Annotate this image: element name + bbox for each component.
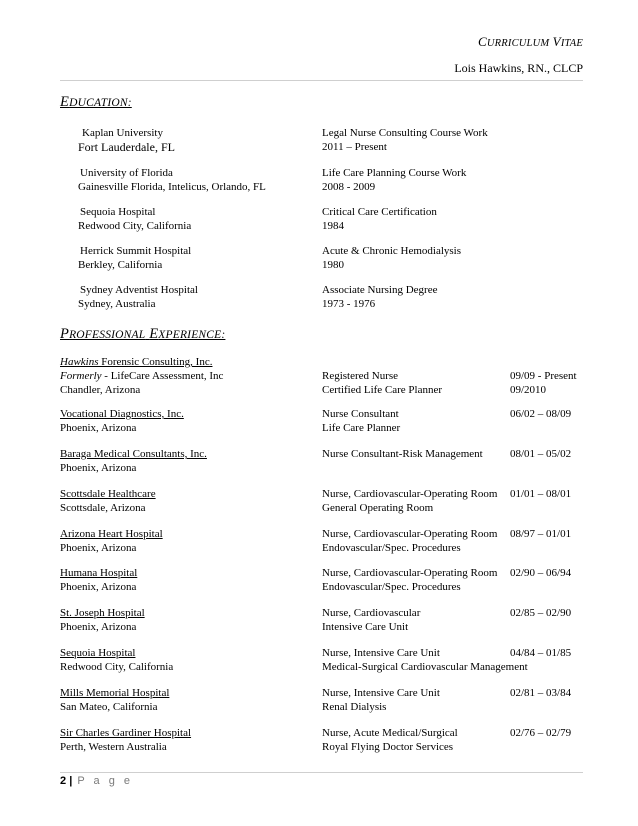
job-title: Nurse Consultant (322, 408, 399, 420)
job-title-secondary: Medical-Surgical Cardiovascular Management (322, 661, 528, 673)
education-years: 2008 - 2009 (322, 181, 376, 193)
employment-dates: 02/76 – 02/79 (510, 727, 572, 739)
job-title-secondary: Endovascular/Spec. Procedures (322, 542, 461, 554)
education-program: Acute & Chronic Hemodialysis (322, 245, 462, 257)
employer-name: Mills Memorial Hospital (60, 687, 170, 699)
job-title: Nurse, Cardiovascular-Operating Room (322, 567, 498, 579)
employer-name: Humana Hospital (60, 567, 138, 579)
experience-heading: PROFESSIONAL EXPERIENCE: (60, 326, 226, 342)
page-number: 2 (60, 775, 67, 787)
job-title-secondary: Endovascular/Spec. Procedures (322, 581, 461, 593)
employer-name: Sir Charles Gardiner Hospital (60, 727, 192, 739)
job-title: Nurse, Cardiovascular-Operating Room (322, 488, 498, 500)
education-program: Associate Nursing Degree (322, 284, 438, 296)
job-title-secondary: Certified Life Care Planner (322, 384, 443, 396)
education-school: Sequoia Hospital (80, 206, 156, 218)
page-footer (60, 775, 133, 787)
job-title-secondary: Renal Dialysis (322, 701, 387, 713)
education-location: Redwood City, California (78, 220, 192, 232)
footer-divider (60, 772, 583, 773)
employment-dates: 08/01 – 05/02 (510, 448, 572, 460)
employer-name: Sequoia Hospital (60, 647, 136, 659)
employer-location: Phoenix, Arizona (60, 542, 137, 554)
employer-name: Arizona Heart Hospital (60, 528, 163, 540)
employer-former-name: Formerly - LifeCare Assessment, Inc (60, 370, 224, 382)
job-title-secondary: Life Care Planner (322, 422, 401, 434)
employment-dates: 09/09 - Present (510, 370, 577, 382)
employment-dates: 04/84 – 01/85 (510, 647, 572, 659)
employment-dates: 06/02 – 08/09 (510, 408, 572, 420)
employer-name: St. Joseph Hospital (60, 607, 145, 619)
job-title: Nurse, Cardiovascular-Operating Room (322, 528, 498, 540)
page-label: P a g e (77, 775, 133, 787)
employer-location: Phoenix, Arizona (60, 621, 137, 633)
employment-dates: 02/81 – 03/84 (510, 687, 572, 699)
job-title-secondary: Intensive Care Unit (322, 621, 409, 633)
employer-location: San Mateo, California (60, 701, 158, 713)
employment-dates: 01/01 – 08/01 (510, 488, 572, 500)
employer-location: Phoenix, Arizona (60, 462, 137, 474)
employer-location: Phoenix, Arizona (60, 422, 137, 434)
education-school: Herrick Summit Hospital (80, 245, 192, 257)
employment-dates: 02/85 – 02/90 (510, 607, 572, 619)
job-title-secondary: Royal Flying Doctor Services (322, 741, 454, 753)
employer-location: Redwood City, California (60, 661, 174, 673)
education-location: Sydney, Australia (78, 298, 156, 310)
education-location: Berkley, California (78, 259, 163, 271)
footer-separator: | (69, 775, 73, 787)
education-school: Kaplan University (82, 127, 163, 139)
education-program: Legal Nurse Consulting Course Work (322, 127, 488, 139)
employer-name: Vocational Diagnostics, Inc. (60, 408, 184, 420)
education-years: 1984 (322, 220, 344, 232)
education-heading: EDUCATION: (60, 94, 132, 110)
author-name: Lois Hawkins, RN., CLCP (454, 61, 583, 75)
education-years: 2011 – Present (322, 141, 387, 153)
employer-location: Phoenix, Arizona (60, 581, 137, 593)
education-program: Life Care Planning Course Work (322, 167, 467, 179)
education-location: Fort Lauderdale, FL (78, 140, 175, 154)
job-title: Nurse, Intensive Care Unit (322, 687, 440, 699)
job-title-secondary: General Operating Room (322, 502, 434, 514)
education-program: Critical Care Certification (322, 206, 437, 218)
education-years: 1973 - 1976 (322, 298, 376, 310)
certification-date: 09/2010 (510, 384, 547, 396)
employer-location: Chandler, Arizona (60, 384, 141, 396)
employment-dates: 08/97 – 01/01 (510, 528, 572, 540)
employment-dates: 02/90 – 06/94 (510, 567, 572, 579)
employer-location: Perth, Western Australia (60, 741, 167, 753)
employer-name: Hawkins Forensic Consulting, Inc. (60, 356, 213, 368)
document-title: CURRICULUM VITAE (477, 34, 583, 49)
employer-name: Scottsdale Healthcare (60, 488, 156, 500)
education-years: 1980 (322, 259, 344, 271)
education-school: Sydney Adventist Hospital (80, 284, 198, 296)
job-title: Nurse, Intensive Care Unit (322, 647, 440, 659)
job-title: Nurse Consultant-Risk Management (322, 448, 483, 460)
employer-name: Baraga Medical Consultants, Inc. (60, 448, 207, 460)
job-title: Registered Nurse (322, 370, 399, 382)
job-title: Nurse, Cardiovascular (322, 607, 421, 619)
education-location: Gainesville Florida, Intelicus, Orlando, FL (78, 181, 266, 193)
job-title: Nurse, Acute Medical/Surgical (322, 727, 458, 739)
education-school: University of Florida (80, 167, 173, 179)
header-divider (60, 80, 583, 81)
employer-location: Scottsdale, Arizona (60, 502, 146, 514)
